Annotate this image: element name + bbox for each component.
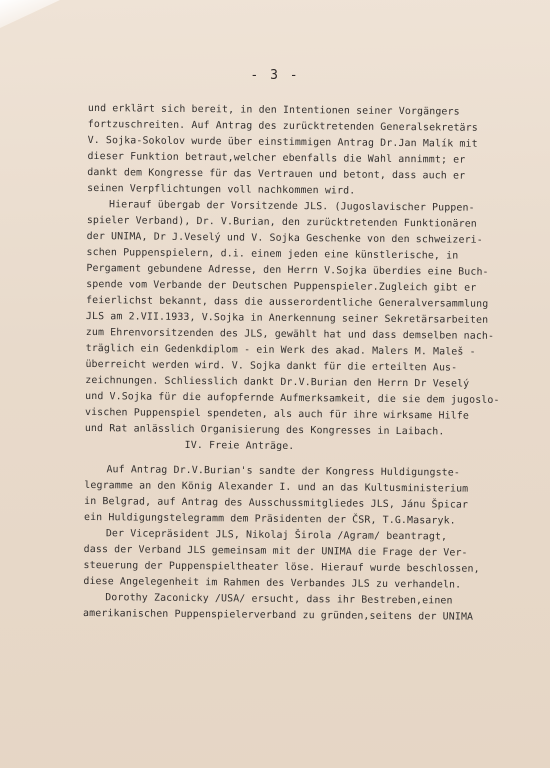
- typewritten-text: [83, 101, 508, 626]
- text-line: spende vom Verbande der Deutschen Puppenspieler.Zugleich gibt er: [86, 278, 477, 294]
- folded-corner: [0, 0, 60, 28]
- text-line: und Rat anlässlich Organisierung des Kongresses in Laibach.: [84, 422, 445, 438]
- text-line: V. Sojka-Sokolov wurde über einstimmigen Antrag Dr.Jan Malík mit: [87, 134, 478, 150]
- text-line: vischen Puppenspiel spendeten, als auch für ihre wirksame Hilfe: [84, 406, 470, 422]
- text-line: JLS am 2.VII.1933, V.Sojka in Anerkennung seiner Sekretärsarbeiten: [85, 310, 489, 326]
- text-line: amerikanischen Puppenspielerverband zu gründen,seitens der UNIMA: [83, 607, 474, 623]
- text-line: zum Ehrenvorsitzenden des JLS, gewählt hat und dass demselben nach-: [85, 326, 495, 342]
- text-line: Der Vicepräsident JLS, Nikolaj Širola /Agram/ beantragt,: [105, 528, 448, 543]
- text-line: seinen Verpflichtungen voll nachkommen wird.: [87, 182, 356, 197]
- text-line: feierlichst bekannt, dass die ausserordentliche Generalversammlung: [86, 294, 489, 310]
- section-heading: IV. Freie Anträge.: [184, 439, 295, 452]
- text-line: schen Puppenspielern, d.i. einem jeden eine künstlerische, in: [86, 246, 459, 262]
- text-line: steuerung der Puppenspieltheater löse. Hierauf wurde beschlossen,: [83, 559, 480, 575]
- text-line: und V.Sojka für die aufopfernde Aufmerksamkeit, die sie dem jugoslo-: [85, 390, 500, 406]
- text-line: überreicht werden wird. V. Sojka dankt für die erteilten Aus-: [85, 358, 458, 374]
- text-line: Pergament gebundene Adresse, den Herrn V.Sojka überdies eine Buch-: [86, 262, 489, 278]
- text-line: Auf Antrag Dr.V.Burian's sandte der Kongress Huldigungste-: [106, 464, 461, 479]
- text-line: fortzuschreiten. Auf Antrag des zurücktretenden Generalsekretärs: [87, 118, 478, 134]
- text-line: in Belgrad, auf Antrag des Ausschussmitgliedes JLS, Jánu Špicar: [84, 495, 469, 511]
- text-line: Dorothy Zaconicky /USA/ ersucht, dass ihr Bestreben,einen: [105, 592, 453, 607]
- text-line: legramme an den König Alexander I. und an das Kultusministerium: [84, 479, 469, 495]
- text-line: und erklärt sich bereit, in den Intentionen seiner Vorgängers: [87, 102, 460, 118]
- text-line: spieler Verband), Dr. V.Burian, den zurücktretenden Funktionären: [86, 214, 477, 230]
- text-line: diese Angelegenheit im Rahmen des Verbandes JLS zu verhandeln.: [83, 575, 462, 591]
- text-line: zeichnungen. Schliesslich dankt Dr.V.Burian den Herrn Dr Veselý: [85, 374, 470, 390]
- text-line: ein Huldigungstelegramm dem Präsidenten der ČSR, T.G.Masaryk.: [83, 511, 456, 527]
- text-line: Hierauf übergab der Vorsitzende JLS. (Jugoslavischer Puppen-: [108, 199, 475, 214]
- text-line: der UNIMA, Dr J.Veselý und V. Sojka Geschenke von den schweizeri-: [86, 230, 483, 246]
- page-number: - 3 -: [250, 68, 300, 83]
- text-line: dass der Verband JLS gemeinsam mit der UNIMA die Frage der Ver-: [83, 543, 468, 559]
- text-line: dankt dem Kongresse für das Vertrauen und betont, dass auch er: [87, 166, 466, 182]
- text-line: dieser Funktion betraut,welcher ebenfalls die Wahl annimmt; er: [87, 150, 466, 166]
- text-line: träglich ein Gedenkdiplom - ein Werk des akad. Malers M. Maleš -: [85, 342, 476, 358]
